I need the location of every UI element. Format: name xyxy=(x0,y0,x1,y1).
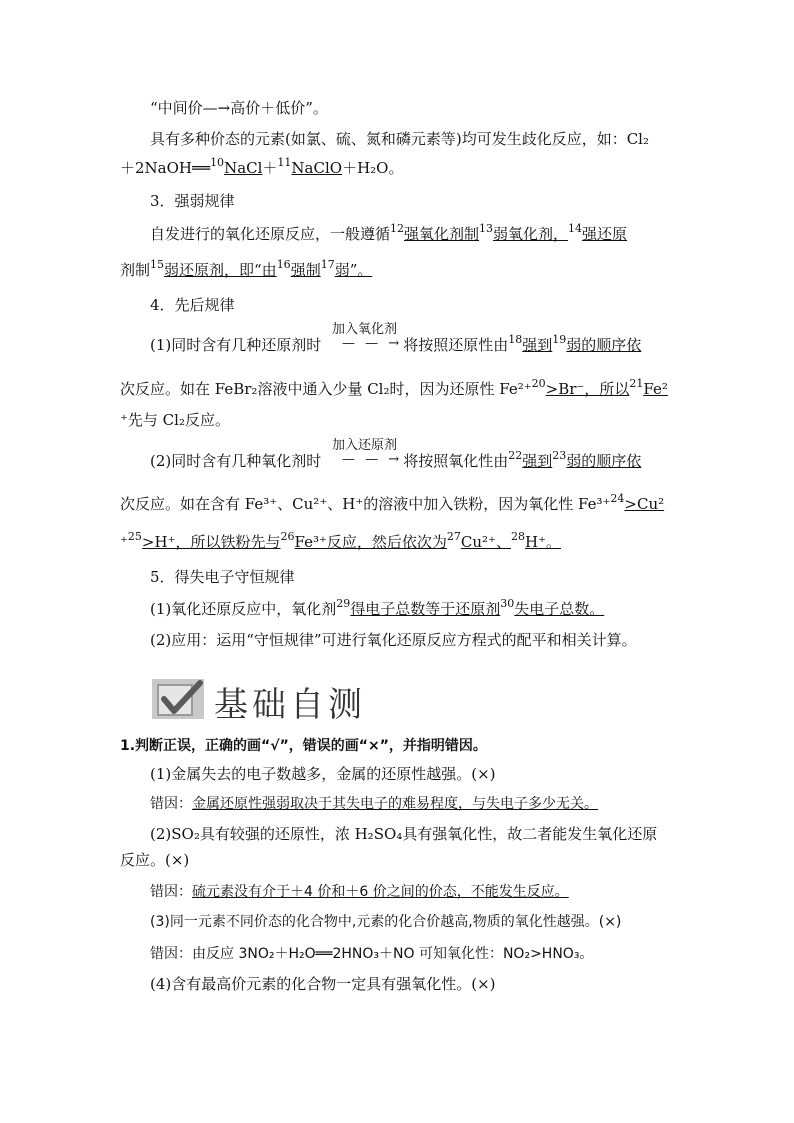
text: (2)SO₂具有较强的还原性，浓 H₂SO₄具有强氧化性，故二者能发生氧化还原 xyxy=(150,825,658,843)
line-10 xyxy=(120,494,680,516)
answer-blank: 强到 xyxy=(522,452,553,470)
text: (1)同时含有几种还原剂时 xyxy=(150,336,322,354)
text: 剂制 xyxy=(120,261,151,279)
line-13 xyxy=(150,630,710,650)
answer-blank: 强还原 xyxy=(582,225,628,243)
text: ＋2NaOH══ xyxy=(120,159,211,177)
arrow-label-reductant: 加入还原剂 xyxy=(332,438,398,453)
answer-blank: NaClO xyxy=(291,159,343,177)
text: (3)同一元素不同价态的化合物中,元素的化合价越高,物质的氧化性越强。(×) xyxy=(150,914,622,930)
blank-number: 16 xyxy=(276,258,291,271)
text: 由反应 3NO₂＋H₂O══2HNO₃＋NO 可知氧化性：NO₂>HNO₃。 xyxy=(192,946,594,962)
error-1 xyxy=(150,794,710,814)
answer-blank: Fe³⁺反应，然后依次为 xyxy=(294,533,447,551)
blank-number: 21 xyxy=(629,377,644,390)
arrow-icon: — — → xyxy=(342,336,403,351)
error-label: 错因： xyxy=(150,884,192,900)
blank-number: 11 xyxy=(277,156,292,169)
section-banner xyxy=(152,677,402,723)
error-label: 错因： xyxy=(150,796,192,812)
line-11 xyxy=(120,532,680,554)
text: 次反应。如在含有 Fe³⁺、Cu²⁺、H⁺的溶液中加入铁粉，因为氧化性 Fe³⁺ xyxy=(120,495,611,513)
blank-number: 30 xyxy=(500,597,515,610)
heading: 3．强弱规律 xyxy=(150,192,235,210)
text: 1.判断正误，正确的画“√”，错误的画“×”，并指明错因。 xyxy=(120,738,487,754)
line-7 xyxy=(120,379,680,401)
question-2a xyxy=(150,824,710,844)
question-2b xyxy=(120,850,680,870)
blank-number: 26 xyxy=(280,530,295,543)
answer-blank: >H⁺，所以铁粉先与 xyxy=(141,533,281,551)
answer-blank: Fe² xyxy=(643,380,668,398)
blank-number: 22 xyxy=(508,449,523,462)
answer-blank: 弱还原剂，即“由 xyxy=(164,261,277,279)
answer-blank: 得电子总数等于还原剂 xyxy=(350,600,501,618)
question-title xyxy=(120,735,680,756)
text: ＋ xyxy=(262,159,278,177)
blank-number: 25 xyxy=(127,530,142,543)
answer-blank: >Br⁻，所以 xyxy=(545,380,630,398)
answer-blank: 强制 xyxy=(290,261,321,279)
text: (2)同时含有几种氧化剂时 xyxy=(150,452,322,470)
line-6 xyxy=(150,335,710,357)
answer-blank: 强氧化剂制 xyxy=(404,225,480,243)
blank-number: 19 xyxy=(552,333,567,346)
answer-blank: H⁺。 xyxy=(524,533,561,551)
blank-number: 29 xyxy=(336,597,351,610)
heading: 4．先后规律 xyxy=(150,296,235,314)
blank-number: 12 xyxy=(390,222,405,235)
text: ⁺先与 Cl₂反应。 xyxy=(120,411,230,429)
text: (1)金属失去的电子数越多，金属的还原性越强。(×) xyxy=(150,765,496,783)
text: 将按照氧化性由 xyxy=(403,452,509,470)
answer-blank: 失电子总数。 xyxy=(514,600,605,618)
text: (1)氧化还原反应中，氧化剂 xyxy=(150,600,337,618)
answer-blank: 弱氧化剂， xyxy=(493,225,569,243)
answer-blank: 金属还原性强弱取决于其失电子的难易程度，与失电子多少无关。 xyxy=(192,796,598,812)
answer-blank: NaCl xyxy=(224,159,263,177)
answer-blank: 强到 xyxy=(522,336,553,354)
blank-number: 23 xyxy=(552,449,567,462)
answer-blank: 弱”。 xyxy=(334,261,373,279)
line-2 xyxy=(150,129,710,149)
text: “中间价—→高价＋低价”。 xyxy=(150,99,328,117)
checkmark-icon xyxy=(152,679,204,719)
blank-number: 10 xyxy=(210,156,225,169)
blank-number: 14 xyxy=(568,222,583,235)
line-4 xyxy=(150,224,710,246)
text: 反应。(×) xyxy=(120,851,190,869)
line-12 xyxy=(150,599,710,621)
blank-number: 18 xyxy=(508,333,523,346)
blank-number: 13 xyxy=(479,222,494,235)
text: ⁺ xyxy=(120,533,128,551)
answer-blank: >Cu² xyxy=(624,495,665,513)
text: 次反应。如在 FeBr₂溶液中通入少量 Cl₂时，因为还原性 Fe²⁺ xyxy=(120,380,532,398)
question-3 xyxy=(150,912,710,932)
line-1 xyxy=(150,98,710,118)
heading-4 xyxy=(150,295,710,315)
blank-number: 20 xyxy=(531,377,546,390)
text: 具有多种价态的元素(如氯、硫、氮和磷元素等)均可发生歧化反应，如：Cl₂ xyxy=(150,130,649,148)
heading-3 xyxy=(150,191,710,211)
answer-blank: 弱的顺序依 xyxy=(566,452,642,470)
question-1 xyxy=(150,764,710,784)
error-3 xyxy=(150,944,710,964)
arrow-icon: — — → xyxy=(342,452,403,467)
text: 将按照还原性由 xyxy=(403,336,509,354)
text: (4)含有最高价元素的化合物一定具有强氧化性。(×) xyxy=(150,975,496,993)
text: 自发进行的氧化还原反应，一般遵循 xyxy=(150,225,391,243)
line-8 xyxy=(120,410,680,430)
blank-number: 15 xyxy=(150,258,165,271)
answer-blank: 弱的顺序依 xyxy=(566,336,642,354)
error-2 xyxy=(150,882,710,902)
blank-number: 24 xyxy=(610,492,625,505)
text: (2)应用：运用“守恒规律”可进行氧化还原反应方程式的配平和相关计算。 xyxy=(150,631,637,649)
arrow-label-oxidant: 加入氧化剂 xyxy=(332,322,398,337)
line-3 xyxy=(120,158,680,180)
line-9 xyxy=(150,451,710,473)
blank-number: 17 xyxy=(320,258,335,271)
answer-blank: Cu²⁺、 xyxy=(460,533,511,551)
blank-number: 27 xyxy=(446,530,461,543)
error-label: 错因： xyxy=(150,946,192,962)
blank-number: 28 xyxy=(510,530,525,543)
heading-5 xyxy=(150,567,710,587)
text: ＋H₂O。 xyxy=(342,159,404,177)
section-title: 基础自测 xyxy=(214,685,366,725)
question-4 xyxy=(150,974,710,994)
answer-blank: 硫元素没有介于＋4 价和＋6 价之间的价态，不能发生反应。 xyxy=(192,884,569,900)
heading: 5．得失电子守恒规律 xyxy=(150,568,295,586)
line-5 xyxy=(120,260,680,282)
